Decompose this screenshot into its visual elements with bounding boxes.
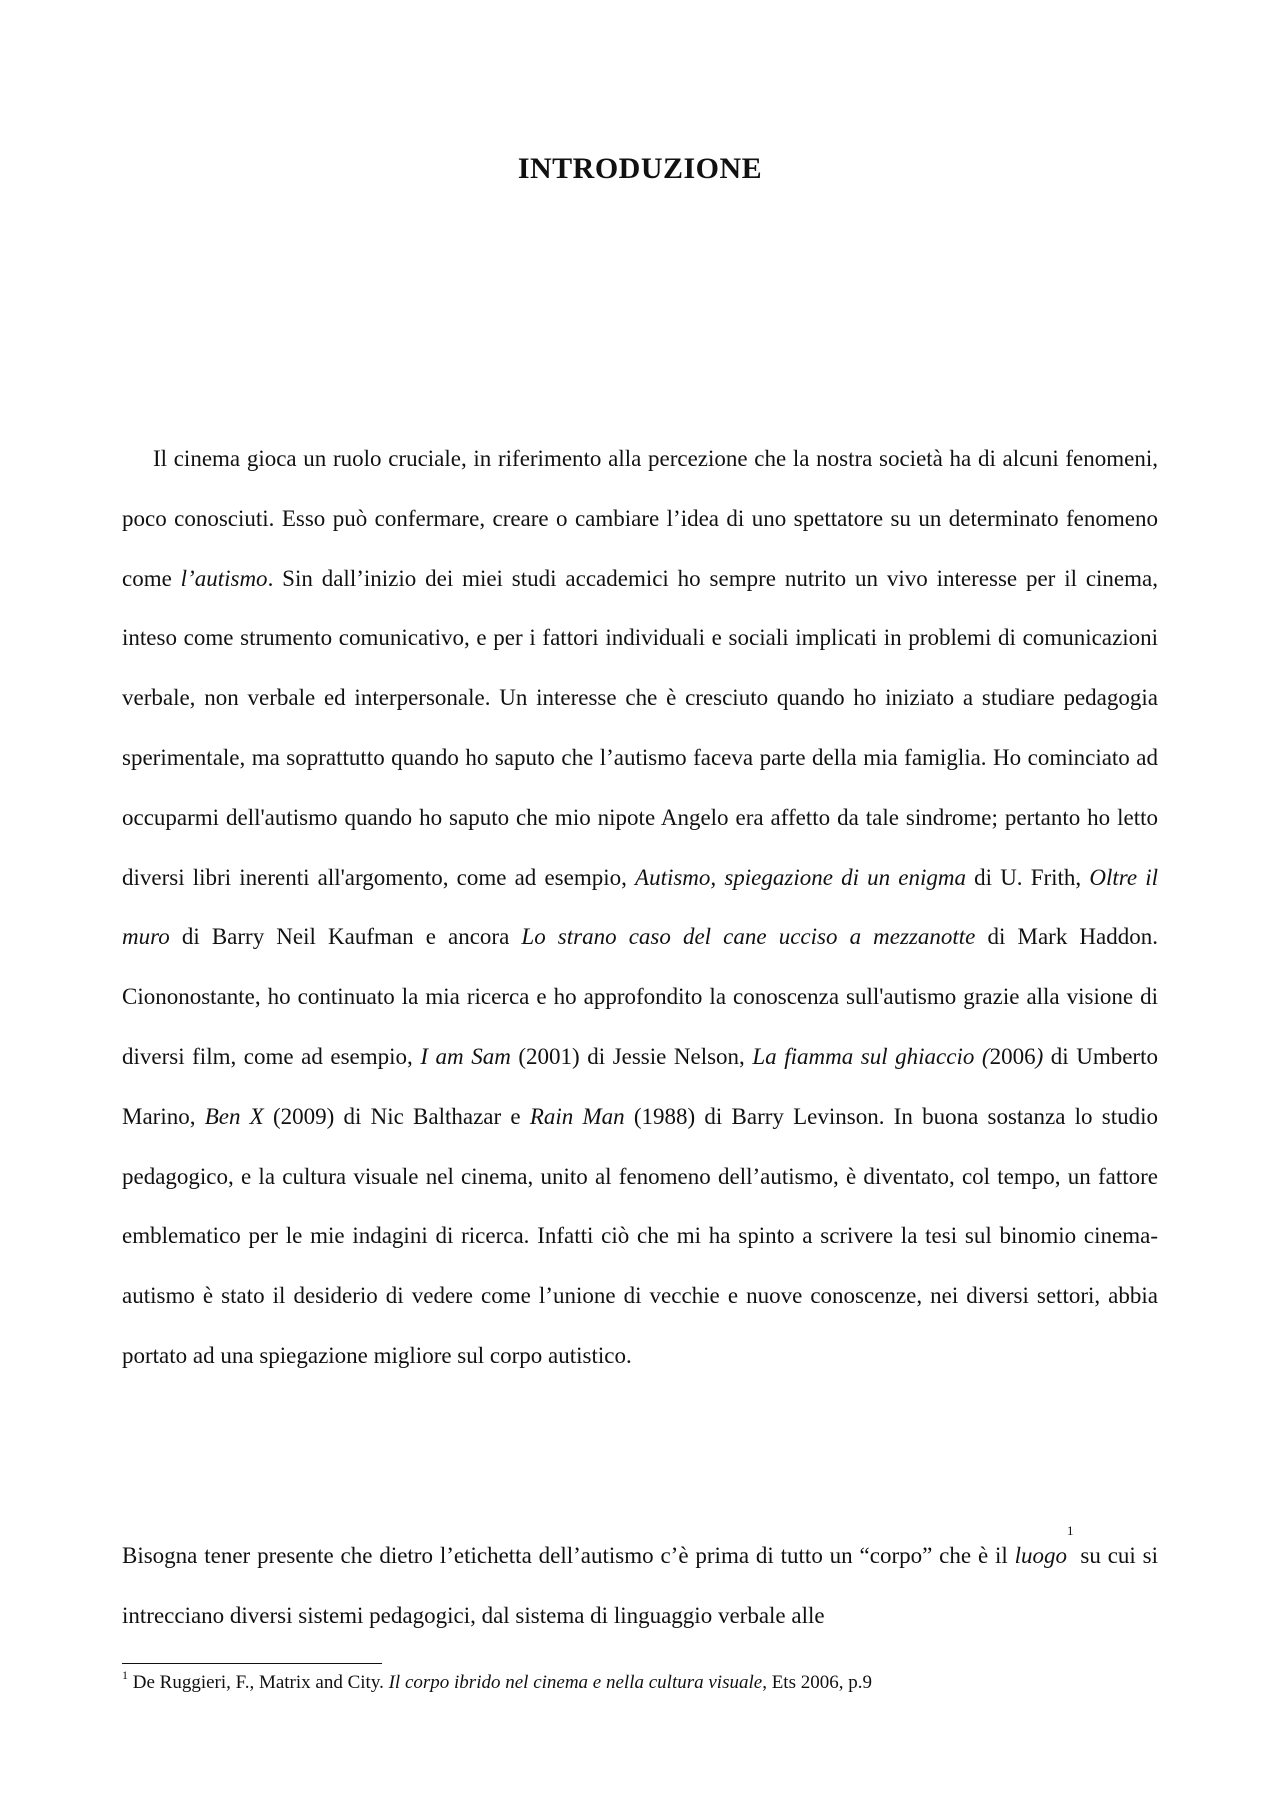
text-run: di Barry Neil Kaufman e ancora	[169, 924, 522, 950]
text-run: Bisogna tener presente che dietro l’etichetta dell’autismo c’è prima di tutto un “corpo” che è il	[122, 1543, 1015, 1568]
film-title-la-fiamma: La fiamma sul ghiaccio (	[752, 1043, 990, 1069]
footnote-number: 1	[122, 1668, 128, 1682]
book-title-oltre-il-muro: Oltre il muro	[122, 864, 1158, 950]
page-title: INTRODUZIONE	[517, 152, 763, 185]
italic-paren: )	[1035, 1043, 1044, 1069]
text-run: Il cinema gioca un ruolo cruciale, in riferimento alla percezione che la nostra società ha di alcuni fenomeni, poco conosciuti. Esso può confermare, creare o cambiare l’idea di uno spettatore su un determinato fenomeno come	[122, 446, 1158, 591]
text-run: su cui si intrecciano diversi sistemi pedagogici, dal sistema di linguaggio verbale alle	[122, 1543, 1158, 1628]
footnote-divider	[122, 1663, 382, 1664]
text-run: De Ruggieri, F., Matrix and City.	[128, 1672, 389, 1693]
text-run: di Mark Haddon. Ciononostante, ho continuato la mia ricerca e ho approfondito la conoscenza sull'autismo grazie alla visione di diversi film, come ad esempio,	[122, 924, 1158, 1069]
footnote-book-title: Il corpo ibrido nel cinema e nella cultura visuale	[388, 1672, 763, 1693]
text-run: (2001) di Jessie Nelson,	[510, 1043, 753, 1069]
film-title-i-am-sam: I am Sam	[420, 1043, 511, 1069]
text-run: (1988) di Barry Levinson. In buona sostanza lo studio pedagogico, e la cultura visuale nel cinema, unito al fenomeno dell’autismo, è diventato, col tempo, un fattore emblematico per le mie indagini di ricerca. Infatti ciò che mi ha spinto a scrivere la tesi sul binomio cinema-autismo è stato il desiderio di vedere come l’unione di vecchie e nuove conoscenze, nei diversi settori, abbia portato ad una spiegazione migliore sul corpo autistico.	[122, 1103, 1158, 1368]
film-title-ben-x: Ben X	[204, 1103, 264, 1129]
text-run: , Ets 2006, p.9	[762, 1672, 872, 1693]
italic-term: luogo	[1014, 1543, 1068, 1568]
text-run: 2006	[989, 1043, 1036, 1069]
intro-paragraph-1	[122, 429, 1158, 1386]
footnote-reference: 1	[1067, 1523, 1074, 1538]
italic-term: l’autismo	[180, 565, 268, 591]
book-title-autismo: Autismo, spiegazione di un enigma	[635, 864, 966, 890]
book-title-lo-strano-caso: Lo strano caso del cane ucciso a mezzanotte	[521, 924, 976, 950]
text-run: (2009) di Nic Balthazar e	[263, 1103, 530, 1129]
text-run: di U. Frith,	[965, 864, 1090, 890]
film-title-rain-man: Rain Man	[529, 1103, 625, 1129]
text-run: di Umberto Marino,	[122, 1043, 1158, 1129]
footnote	[122, 1670, 1158, 1696]
intro-paragraph-2	[122, 1523, 1158, 1646]
text-run: . Sin dall’inizio dei miei studi accademici ho sempre nutrito un vivo interesse per il cinema, inteso come strumento comunicativo, e per i fattori individuali e sociali implicati in problemi di comunicazioni verbale, non verbale ed interpersonale. Un interesse che è cresciuto quando ho iniziato a studiare pedagogia sperimentale, ma soprattutto quando ho saputo che l’autismo faceva parte della mia famiglia. Ho cominciato ad occuparmi dell'autismo quando ho saputo che mio nipote Angelo era affetto da tale sindrome; pertanto ho letto diversi libri inerenti all'argomento, come ad esempio,	[122, 565, 1158, 890]
